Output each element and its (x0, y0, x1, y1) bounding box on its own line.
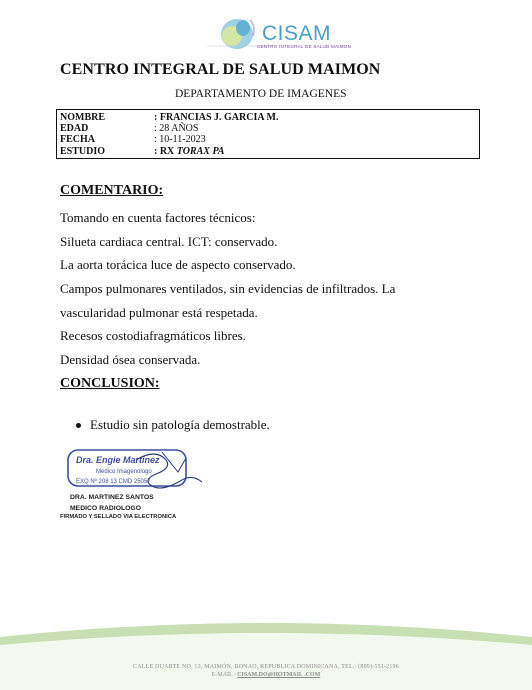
stamp-role: Medico Imagenologo (96, 469, 152, 475)
stamp-exq: EXQ Nº 208 13 CMD 25057 (76, 479, 151, 485)
conclusion-heading: CONCLUSION: (60, 376, 160, 391)
comment-line: Densidad ósea conservada. (60, 352, 201, 368)
list-item (76, 417, 270, 433)
footer-address: CALLE DUARTE NO. 13, MAIMÓN, BONAO, REPUBLICA DOMINICANA, TEL.: (809)-551-2196 (133, 664, 399, 670)
info-value: : 10-11-2023 (154, 134, 206, 146)
doctor-stamp (66, 446, 216, 494)
info-row-edad (60, 123, 479, 134)
info-label: EDAD (60, 123, 89, 135)
conclusion-text: Estudio sin patología demostrable. (90, 417, 270, 432)
signature-block (70, 492, 154, 514)
info-value: : 28 AÑOS (154, 123, 199, 135)
department-name: DEPARTAMENTO DE IMAGENES (175, 88, 347, 100)
comment-line: Recesos costodiafragmáticos libres. (60, 328, 246, 344)
info-label: ESTUDIO (60, 145, 106, 157)
comment-line: Campos pulmonares ventilados, sin evidencias de infiltrados. La (60, 281, 396, 297)
logo-name: CISAM (262, 22, 332, 45)
bullet-icon (76, 423, 81, 428)
info-row-estudio (60, 146, 479, 157)
signature-name: DRA. MARTINEZ SANTOS (70, 494, 154, 501)
info-label: NOMBRE (60, 112, 105, 123)
stamp-name: Dra. Engie Martinez (76, 455, 160, 465)
info-row-fecha (60, 134, 479, 145)
study-prefix: : RX (154, 145, 177, 157)
comment-line: vascularidad pulmonar está respetada. (60, 304, 258, 320)
email-link[interactable]: CISAM.DO@HOTMAIL .COM (237, 672, 321, 678)
footer-wave (0, 615, 532, 690)
logo-subtitle: CENTRO INTEGRAL DE SALUD MAIMON (257, 44, 352, 49)
comment-line: La aorta torácica luce de aspecto conservado. (60, 257, 296, 273)
comment-line: Tomando en cuenta factores técnicos: (60, 210, 256, 225)
info-row-nombre (60, 112, 479, 123)
signature-note: FIRMADO Y SELLADO VIA ELECTRONICA (60, 514, 177, 520)
info-value (154, 146, 224, 157)
info-value: : FRANCIAS J. GARCIA M. (154, 112, 279, 123)
document-title: CENTRO INTEGRAL DE SALUD MAIMON (60, 61, 381, 78)
comment-heading: COMENTARIO: (60, 183, 164, 198)
signature-title: MEDICO RADIOLOGO (70, 505, 141, 512)
info-label: FECHA (60, 134, 95, 146)
footer-email (0, 672, 532, 678)
email-label: E-MAIL : (211, 672, 238, 678)
comment-line: Silueta cardiaca central. ICT: conservado. (60, 233, 278, 249)
conclusion-list (76, 417, 270, 433)
study-name: TORAX PA (176, 145, 225, 157)
patient-info-box (56, 109, 480, 159)
comment-body (60, 206, 480, 372)
